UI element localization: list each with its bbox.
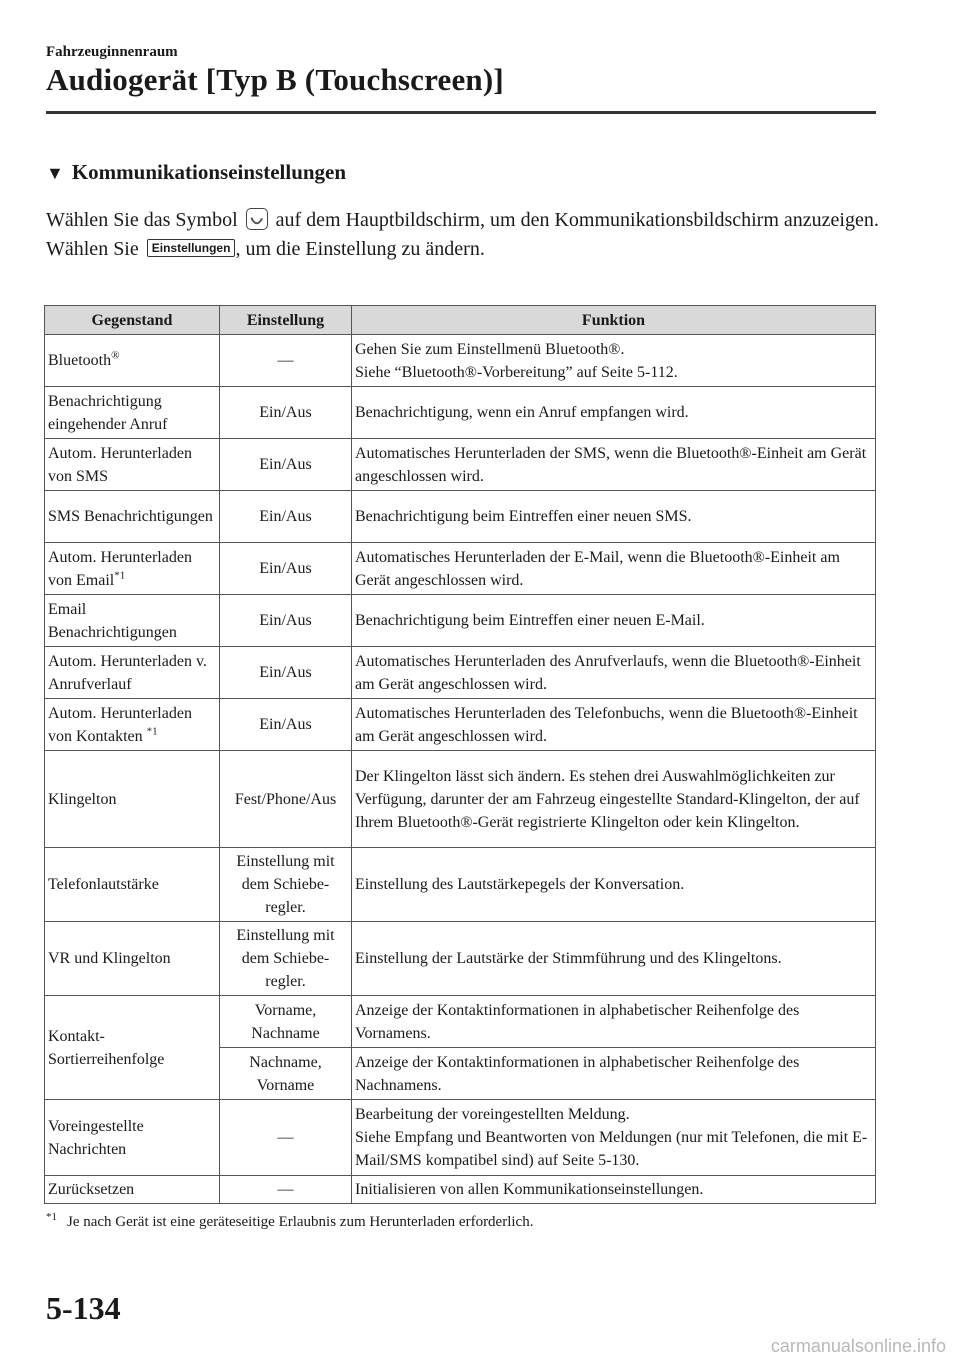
cell-funktion: [352, 1176, 876, 1204]
cell-gegenstand: [45, 1100, 220, 1176]
funktion-text: Automatisches Herunterladen des Anrufverlaufs, wenn die Bluetooth®-Einheit am Gerät angeschlossen wird.: [355, 652, 861, 693]
cell-einstellung: [220, 595, 352, 647]
table-row: [45, 491, 876, 543]
cell-gegenstand-text: Autom. Herunterladen von Email: [48, 548, 192, 589]
cell-funktion: [352, 543, 876, 595]
cell-gegenstand: [45, 751, 220, 848]
cell-funktion-text: Anzeige der Kontaktinformationen in alphabetischer Reihenfolge des Vornamens.: [355, 1001, 800, 1042]
cell-gegenstand-text: Klingelton: [48, 790, 117, 808]
cell-gegenstand: [45, 439, 220, 491]
cell-gegenstand: [45, 922, 220, 996]
cell-einstellung-text: Ein/Aus: [259, 560, 312, 577]
cell-gegenstand: [45, 848, 220, 922]
cell-funktion: [352, 439, 876, 491]
cell-einstellung-text: Ein/Aus: [259, 664, 312, 681]
cell-einstellung: [220, 848, 352, 922]
funktion-text: Einstellung der Lautstärke der Stimmführung und des Klingeltons.: [355, 950, 782, 967]
funktion-text: Benachrichtigung beim Eintreffen einer neuen SMS.: [355, 508, 692, 525]
funktion-text: Initialisieren von allen Kommunikationseinstellungen.: [355, 1181, 704, 1198]
intro-line-2: [46, 235, 886, 264]
cell-gegenstand-sup: *1: [146, 725, 158, 738]
footnote-text: Je nach Gerät ist eine geräteseitige Erlaubnis zum Herunterladen erforderlich.: [67, 1214, 534, 1230]
cell-gegenstand-text: Telefonlautstärke: [48, 876, 159, 893]
table-header-row: [45, 306, 876, 335]
cell-einstellung: [220, 1048, 352, 1100]
cell-gegenstand: [45, 647, 220, 699]
table-row: [45, 387, 876, 439]
cell-gegenstand: [45, 1176, 220, 1204]
cell-einstellung: [220, 647, 352, 699]
header-funktion: Funktion: [352, 306, 876, 335]
cell-einstellung-text: Nachname, Vorname: [249, 1053, 322, 1094]
cell-gegenstand: [45, 491, 220, 543]
table-row: [45, 647, 876, 699]
table-row: [45, 439, 876, 491]
subsection-title: Kommunikationseinstellungen: [71, 160, 347, 184]
cell-funktion: [352, 996, 876, 1048]
footnote-mark: *1: [46, 1211, 57, 1223]
title-rule: [46, 111, 876, 114]
cell-gegenstand-text: SMS Benachrichtigungen: [48, 508, 213, 525]
cell-gegenstand: [45, 335, 220, 387]
cell-funktion: [352, 1100, 876, 1176]
page-number: 5-134: [46, 1290, 121, 1326]
cell-einstellung: [220, 439, 352, 491]
cell-gegenstand-text: Bluetooth: [48, 352, 112, 369]
cell-gegenstand-text: Autom. Herunterladen von SMS: [48, 444, 192, 485]
cell-einstellung: [220, 387, 352, 439]
table-row: [45, 543, 876, 595]
cell-einstellung: [220, 751, 352, 848]
watermark: carmanualsonline.info: [770, 1336, 946, 1356]
cell-gegenstand-text: Autom. Herunterladen von Kontakten: [48, 704, 192, 745]
cell-gegenstand-sup: *1: [114, 569, 126, 582]
cell-einstellung-text: —: [277, 1129, 294, 1146]
cell-einstellung: [220, 699, 352, 751]
funktion-text: Automatisches Herunterladen der E-Mail, wenn die Bluetooth®-Einheit am Gerät angeschlossen wird.: [355, 548, 840, 589]
header-gegenstand: Gegenstand: [45, 306, 220, 335]
cell-einstellung-text: Ein/Aus: [259, 456, 312, 473]
chapter-label: Fahrzeuginnenraum: [46, 44, 178, 60]
funktion-text: Automatisches Herunterladen der SMS, wenn die Bluetooth®-Einheit am Gerät angeschlossen wird.: [355, 444, 867, 485]
cell-einstellung-text: Vorname, Nachname: [251, 1001, 320, 1042]
cell-einstellung-text: —: [277, 352, 294, 369]
funktion-text: Gehen Sie zum Einstellmenü Bluetooth®.: [355, 340, 625, 358]
subsection-heading: [46, 160, 346, 185]
intro-line-1-end: auf dem Hauptbildschirm, um den Kommunikationsbildschirm anzuzeigen.: [270, 209, 879, 231]
cell-funktion: [352, 647, 876, 699]
cell-funktion: [352, 335, 876, 387]
cell-gegenstand-text: Email Benachrichtigungen: [48, 600, 177, 641]
cell-einstellung-text: Ein/Aus: [259, 508, 312, 525]
cell-gegenstand-sup: ®: [111, 349, 120, 362]
cell-funktion: [352, 848, 876, 922]
cell-einstellung: [220, 543, 352, 595]
funktion-text: Automatisches Herunterladen des Telefonbuchs, wenn die Bluetooth®-Einheit am Gerät angeschlossen wird.: [355, 704, 858, 745]
funktion-text-2: Siehe “Bluetooth®-Vorbereitung” auf Seite 5-112.: [355, 363, 678, 381]
cell-funktion: [352, 922, 876, 996]
cell-einstellung-text: Fest/Phone/Aus: [234, 790, 337, 808]
cell-gegenstand-text: Autom. Herunterladen v. Anrufverlauf: [48, 652, 207, 693]
cell-funktion: [352, 387, 876, 439]
cell-funktion: [352, 1048, 876, 1100]
cell-gegenstand-text: Kontakt-Sortierreihenfolge: [48, 1027, 165, 1068]
table-row: [45, 699, 876, 751]
cell-gegenstand-text: Benachrichtigung eingehender Anruf: [48, 392, 168, 433]
footnote: [46, 1211, 534, 1231]
cell-funktion: [352, 491, 876, 543]
cell-gegenstand-text: Zurücksetzen: [48, 1181, 135, 1198]
table-row: [45, 996, 876, 1048]
intro-line-1-start: Wählen Sie das Symbol: [46, 209, 243, 231]
section-title: Audiogerät [Typ B (Touchscreen)]: [46, 62, 504, 97]
cell-einstellung-text: Ein/Aus: [259, 716, 312, 733]
table-row: [45, 335, 876, 387]
funktion-text: Benachrichtigung beim Eintreffen einer neuen E-Mail.: [355, 612, 705, 629]
table-row: [45, 751, 876, 848]
cell-einstellung-text: Ein/Aus: [259, 404, 312, 421]
cell-funktion: [352, 751, 876, 848]
table-row: [45, 922, 876, 996]
cell-einstellung-text: Einstellung mit dem Schiebe- regler.: [236, 927, 335, 990]
triangle-marker-icon: ▼: [46, 163, 64, 183]
intro-line-2-end: , um die Einstellung zu ändern.: [235, 238, 485, 260]
settings-table: [44, 305, 876, 1204]
cell-einstellung: [220, 922, 352, 996]
funktion-text: Einstellung des Lautstärkepegels der Konversation.: [355, 876, 685, 893]
cell-einstellung-text: Ein/Aus: [259, 612, 312, 629]
funktion-text: Benachrichtigung, wenn ein Anruf empfangen wird.: [355, 404, 689, 421]
cell-funktion: [352, 595, 876, 647]
funktion-text: Der Klingelton lässt sich ändern. Es stehen drei Auswahlmöglichkeiten zur Verfügung, darunter der am Fahrzeug eingestellte Standard-Klingelton, der auf Ihrem Bluetooth®-Gerät registrierte Klingelton oder kein Klingelton.: [355, 767, 860, 831]
table-row: [45, 848, 876, 922]
header-einstellung: Einstellung: [220, 306, 352, 335]
intro-text: [46, 206, 886, 264]
cell-gegenstand-text: Voreingestellte Nachrichten: [48, 1117, 144, 1158]
cell-einstellung: [220, 996, 352, 1048]
cell-einstellung: [220, 491, 352, 543]
cell-einstellung: [220, 335, 352, 387]
cell-gegenstand: [45, 996, 220, 1100]
cell-gegenstand: [45, 387, 220, 439]
funktion-text: Bearbeitung der voreingestellten Meldung.: [355, 1106, 630, 1123]
cell-einstellung-text: Einstellung mit dem Schiebe- regler.: [236, 853, 335, 916]
table-row: [45, 1176, 876, 1204]
table-row: [45, 1100, 876, 1176]
cell-gegenstand: [45, 595, 220, 647]
cell-gegenstand: [45, 543, 220, 595]
einstellungen-button-graphic: Einstellungen: [147, 239, 236, 257]
cell-funktion: [352, 699, 876, 751]
cell-gegenstand: [45, 699, 220, 751]
intro-line-2-start: Wählen Sie: [46, 238, 144, 260]
phone-icon: [246, 208, 268, 230]
cell-einstellung: [220, 1100, 352, 1176]
cell-einstellung: [220, 1176, 352, 1204]
table-row: [45, 595, 876, 647]
cell-einstellung-text: —: [277, 1181, 294, 1198]
intro-line-1: [46, 206, 886, 235]
cell-funktion-text: Anzeige der Kontaktinformationen in alphabetischer Reihenfolge des Nachnamens.: [355, 1053, 800, 1094]
cell-gegenstand-text: VR und Klingelton: [48, 950, 171, 967]
funktion-text-2: Siehe Empfang und Beantworten von Meldungen (nur mit Telefonen, die mit E-Mail/SMS kompatibel sind) auf Seite 5-130.: [355, 1129, 868, 1169]
